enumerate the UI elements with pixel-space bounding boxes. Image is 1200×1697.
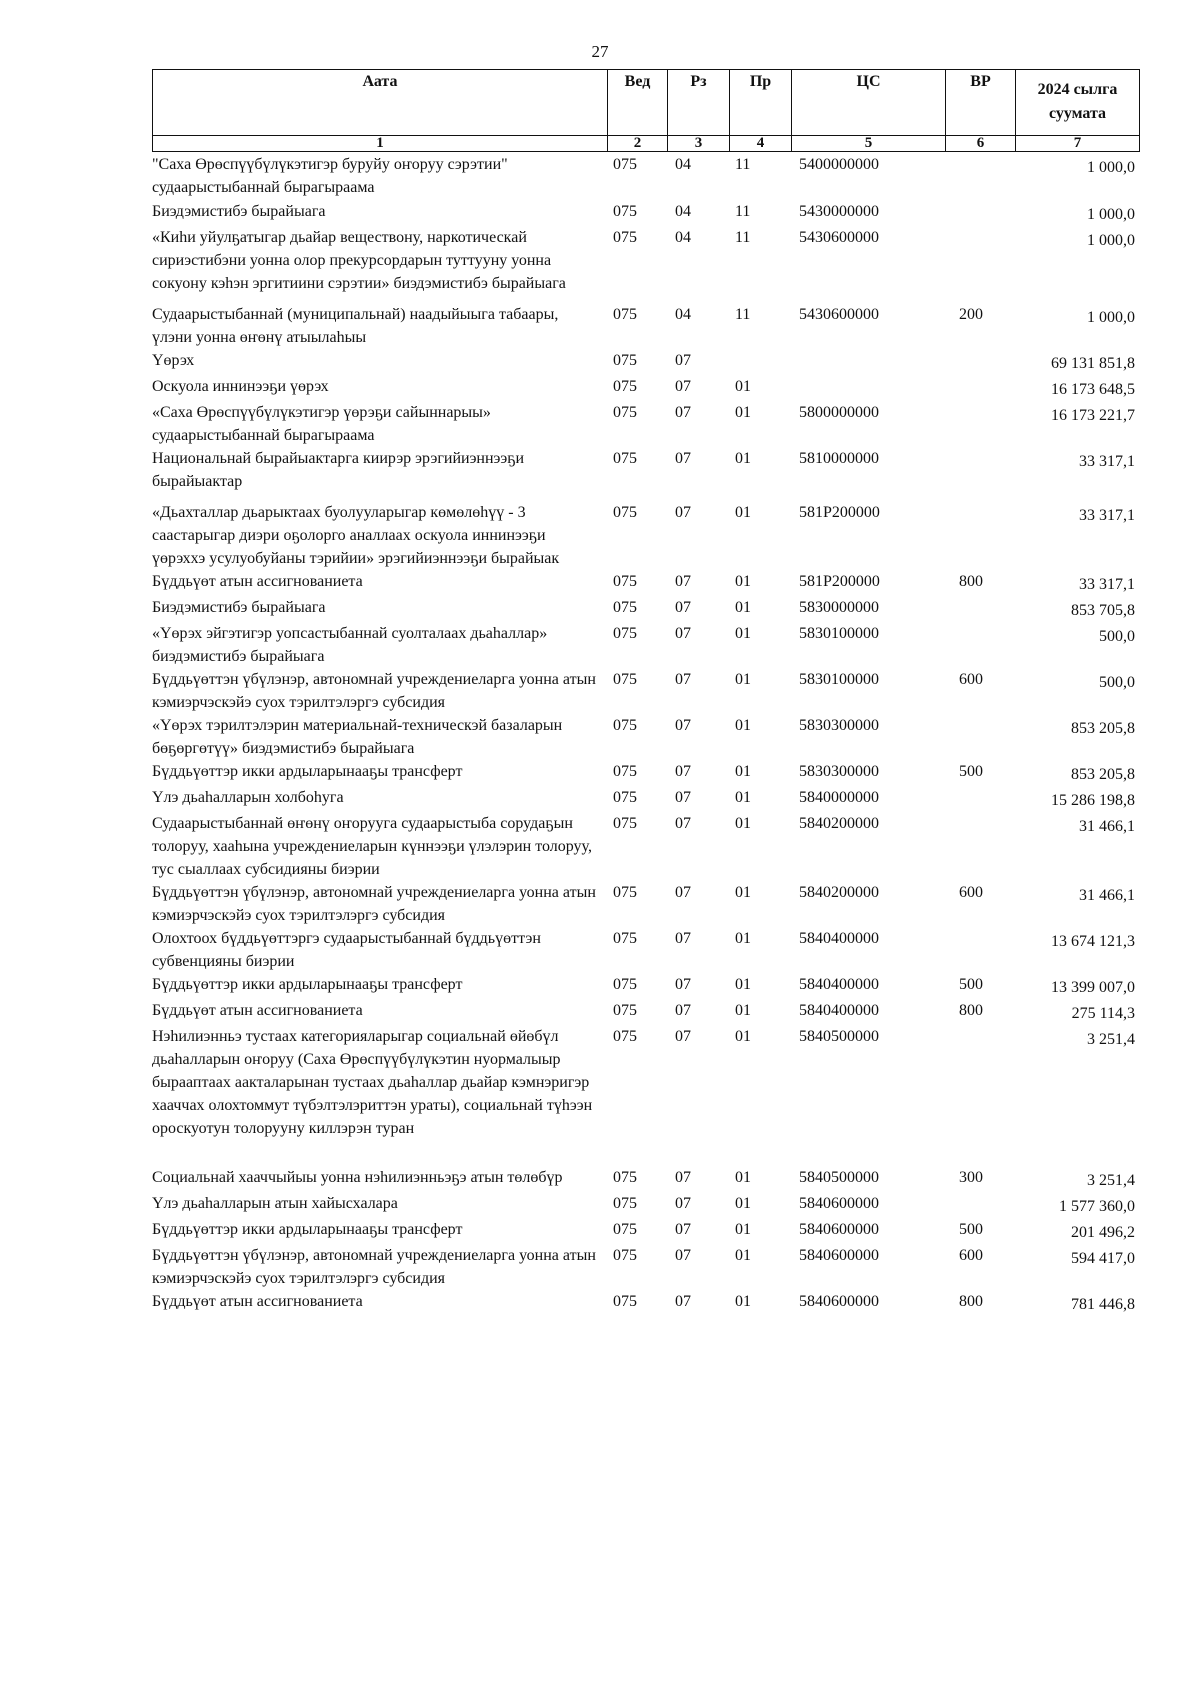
header-rz: Рз (668, 70, 730, 136)
row-cs: 5840400000 (799, 930, 879, 947)
row-name: Үлэ дьаһалларын холбоһуга (152, 789, 344, 806)
row-pr: 01 (735, 1221, 751, 1238)
row-vr: 200 (959, 306, 983, 323)
table-row (152, 349, 1139, 375)
row-name: «Дьахталлар дьарыктаах буолууларыгар көмөлөһүү - 3 саастарыгар диэри оҕолорго аналлаах оскуола иннинээҕи үөрэххэ усулуобуйаны тэрийии» эрэгийиэннээҕи бырайыак (152, 504, 560, 567)
row-sum: 1 000,0 (1087, 309, 1135, 326)
row-pr: 01 (735, 625, 751, 642)
row-rz: 07 (675, 1028, 691, 1045)
table-row (152, 1025, 1139, 1140)
row-cs: 5840500000 (799, 1028, 879, 1045)
row-name: Бүддьүөттэр икки ардыларынааҕы трансферт (152, 976, 463, 993)
row-pr: 01 (735, 1028, 751, 1045)
row-cs: 5840600000 (799, 1247, 879, 1264)
row-rz: 07 (675, 1195, 691, 1212)
header-sum: 2024 сылга суумата (1016, 70, 1140, 136)
row-vr (945, 927, 1015, 973)
row-ved: 075 (613, 404, 637, 421)
row-rz: 07 (675, 404, 691, 421)
row-vr (945, 200, 1015, 226)
table-header (152, 69, 1140, 152)
header-vr: ВР (946, 70, 1016, 136)
table-row (152, 927, 1139, 973)
row-rz: 07 (675, 504, 691, 521)
row-pr: 11 (735, 156, 751, 173)
row-name: «Үөрэх тэрилтэлэрин материальнай-техническэй базаларын бөҕөргөтүү» биэдэмистибэ бырайыага (152, 717, 563, 757)
row-name: Оскуола иннинээҕи үөрэх (152, 378, 329, 395)
row-rz: 07 (675, 930, 691, 947)
row-vr (945, 1025, 1015, 1140)
row-cs: 5840600000 (799, 1195, 879, 1212)
row-cs: 581P200000 (799, 573, 880, 590)
row-rz: 04 (675, 229, 691, 246)
row-name: Бүддьүөттэр икки ардыларынааҕы трансферт (152, 1221, 463, 1238)
row-ved: 075 (613, 789, 637, 806)
row-pr: 11 (735, 229, 751, 246)
row-ved: 075 (613, 1195, 637, 1212)
row-pr: 01 (735, 1195, 751, 1212)
row-name: Олохтоох бүддьүөттэргэ судаарыстыбаннай бүддьүөттэн субвенцияны биэрии (152, 930, 541, 970)
table-row (152, 1218, 1139, 1244)
row-vr (945, 375, 1015, 401)
row-sum: 31 466,1 (1079, 818, 1135, 835)
row-sum: 69 131 851,8 (1051, 355, 1135, 372)
row-sum: 201 496,2 (1071, 1224, 1135, 1241)
table-row (152, 786, 1139, 812)
row-vr (945, 226, 1015, 295)
row-name: Судаарыстыбаннай өҥөнү оҥорууга судаарыстыба сорудаҕын толоруу, хааһына учреждениеларын күннээҕи үлэлэрин толоруу, тус сыаллаах субсидияны биэрии (152, 815, 592, 878)
header-number: 7 (1016, 136, 1140, 152)
row-ved: 075 (613, 625, 637, 642)
row-rz: 07 (675, 352, 691, 369)
table-row (152, 1244, 1139, 1290)
table-row (152, 303, 1139, 349)
row-sum: 1 000,0 (1087, 206, 1135, 223)
row-name: «Саха Өрөспүүбүлүкэтигэр үөрэҕи сайыннарыы» судаарыстыбаннай бырагыраама (152, 404, 491, 444)
table-body (152, 153, 1139, 1316)
header-pr: Пр (730, 70, 792, 136)
row-ved: 075 (613, 352, 637, 369)
row-pr: 01 (735, 573, 751, 590)
table-row (152, 1290, 1139, 1316)
row-rz: 07 (675, 599, 691, 616)
header-number: 5 (792, 136, 946, 152)
row-rz: 07 (675, 1169, 691, 1186)
row-vr (945, 622, 1015, 668)
row-vr: 800 (959, 1293, 983, 1310)
row-pr (729, 349, 791, 375)
row-name: Бүддьүөт атын ассигнованиета (152, 1002, 363, 1019)
row-pr: 01 (735, 1169, 751, 1186)
row-vr: 600 (959, 884, 983, 901)
row-sum: 13 399 007,0 (1051, 979, 1135, 996)
row-name: "Саха Өрөспүүбүлүкэтигэр буруйу оҥоруу сэрэтии" судаарыстыбаннай бырагыраама (152, 156, 508, 196)
header-ved: Вед (608, 70, 668, 136)
row-ved: 075 (613, 1293, 637, 1310)
row-name: Бүддьүөттэн үбүлэнэр, автономнай учреждениеларга уонна атын кэмиэрчэскэйэ суох тэрилтэлэргэ субсидия (152, 671, 596, 711)
row-vr (945, 786, 1015, 812)
row-cs (791, 349, 945, 375)
table-row (152, 973, 1139, 999)
row-vr (945, 501, 1015, 570)
row-sum: 15 286 198,8 (1051, 792, 1135, 809)
row-rz: 07 (675, 1293, 691, 1310)
row-rz: 07 (675, 378, 691, 395)
table-row (152, 401, 1139, 447)
row-pr: 01 (735, 504, 751, 521)
row-sum: 33 317,1 (1079, 576, 1135, 593)
row-vr: 600 (959, 1247, 983, 1264)
row-cs: 5830300000 (799, 717, 879, 734)
row-ved: 075 (613, 229, 637, 246)
row-pr: 01 (735, 1002, 751, 1019)
row-name: «Киһи уйулҕатыгар дьайар веществону, наркотическай сириэстибэни уонна олор прекурсордарын туттууну уонна сокуону кэһэн эргитиини сэрэтии» биэдэмистибэ бырайыага (152, 229, 566, 292)
row-rz: 07 (675, 1247, 691, 1264)
row-vr (945, 153, 1015, 199)
row-ved: 075 (613, 1028, 637, 1045)
row-rz: 07 (675, 450, 691, 467)
row-cs: 5840600000 (799, 1221, 879, 1238)
row-name: Үлэ дьаһалларын атын хайысхалара (152, 1195, 398, 1212)
row-name: Биэдэмистибэ бырайыага (152, 599, 326, 616)
row-pr: 01 (735, 976, 751, 993)
row-cs: 5430000000 (799, 203, 879, 220)
row-ved: 075 (613, 599, 637, 616)
row-vr (945, 812, 1015, 881)
row-cs: 5840500000 (799, 1169, 879, 1186)
row-cs: 5800000000 (799, 404, 879, 421)
table-row (152, 622, 1139, 668)
row-ved: 075 (613, 1169, 637, 1186)
table-row (152, 501, 1139, 570)
row-sum: 33 317,1 (1079, 507, 1135, 524)
row-name: Бүддьүөттэн үбүлэнэр, автономнай учреждениеларга уонна атын кэмиэрчэскэйэ суох тэрилтэлэргэ субсидия (152, 1247, 596, 1287)
row-pr: 01 (735, 378, 751, 395)
row-ved: 075 (613, 763, 637, 780)
row-rz: 07 (675, 976, 691, 993)
page-number: 27 (591, 42, 609, 61)
table-row (152, 375, 1139, 401)
row-vr: 600 (959, 671, 983, 688)
table-row (152, 570, 1139, 596)
row-ved: 075 (613, 1247, 637, 1264)
row-ved: 075 (613, 930, 637, 947)
row-rz: 04 (675, 203, 691, 220)
row-pr: 01 (735, 450, 751, 467)
table-row (152, 1192, 1139, 1218)
row-vr (945, 714, 1015, 760)
row-vr: 500 (959, 976, 983, 993)
row-sum: 781 446,8 (1071, 1296, 1135, 1313)
row-rz: 07 (675, 884, 691, 901)
row-vr (945, 596, 1015, 622)
row-sum: 31 466,1 (1079, 887, 1135, 904)
header-cs: ЦС (792, 70, 946, 136)
row-sum: 3 251,4 (1087, 1031, 1135, 1048)
header-number: 3 (668, 136, 730, 152)
row-ved: 075 (613, 203, 637, 220)
row-pr: 01 (735, 404, 751, 421)
row-rz: 07 (675, 671, 691, 688)
row-cs: 5400000000 (799, 156, 879, 173)
table-row (152, 760, 1139, 786)
row-vr: 500 (959, 1221, 983, 1238)
row-ved: 075 (613, 815, 637, 832)
row-sum: 500,0 (1099, 628, 1135, 645)
row-cs: 5840200000 (799, 884, 879, 901)
row-vr (945, 401, 1015, 447)
row-sum: 33 317,1 (1079, 453, 1135, 470)
row-name: Бүддьүөт атын ассигнованиета (152, 1293, 363, 1310)
row-name: Бүддьүөттэр икки ардыларынааҕы трансферт (152, 763, 463, 780)
row-cs: 5830100000 (799, 625, 879, 642)
row-pr: 11 (735, 203, 751, 220)
row-pr: 01 (735, 671, 751, 688)
row-sum: 16 173 221,7 (1051, 407, 1135, 424)
row-sum: 500,0 (1099, 674, 1135, 691)
row-vr: 500 (959, 763, 983, 780)
row-name: Бүддьүөттэн үбүлэнэр, автономнай учреждениеларга уонна атын кэмиэрчэскэйэ суох тэрилтэлэргэ субсидия (152, 884, 596, 924)
row-vr (945, 1192, 1015, 1218)
row-name: Судаарыстыбаннай (муниципальнай) наадыйыыга табаары, үлэни уонна өҥөнү атыылаһыы (152, 306, 559, 346)
row-ved: 075 (613, 450, 637, 467)
row-name: Бүддьүөт атын ассигнованиета (152, 573, 363, 590)
row-vr: 800 (959, 1002, 983, 1019)
table-row (152, 1166, 1139, 1192)
header-number: 1 (153, 136, 608, 152)
row-pr: 01 (735, 815, 751, 832)
row-rz: 07 (675, 1002, 691, 1019)
table-row (152, 812, 1139, 881)
header-number: 2 (608, 136, 668, 152)
row-sum: 1 577 360,0 (1059, 1198, 1135, 1215)
table-row (152, 447, 1139, 493)
row-cs: 5840400000 (799, 1002, 879, 1019)
row-cs (791, 375, 945, 401)
row-name: Национальнай бырайыактарга киирэр эрэгийиэннээҕи бырайыактар (152, 450, 525, 490)
row-cs: 5830300000 (799, 763, 879, 780)
row-rz: 07 (675, 815, 691, 832)
row-ved: 075 (613, 573, 637, 590)
row-sum: 853 205,8 (1071, 720, 1135, 737)
row-rz: 07 (675, 1221, 691, 1238)
table-row (152, 200, 1139, 226)
table-row (152, 881, 1139, 927)
row-ved: 075 (613, 884, 637, 901)
row-rz: 07 (675, 789, 691, 806)
row-ved: 075 (613, 1221, 637, 1238)
row-pr: 01 (735, 930, 751, 947)
row-pr: 01 (735, 884, 751, 901)
row-ved: 075 (613, 976, 637, 993)
row-sum: 853 705,8 (1071, 602, 1135, 619)
row-cs: 5840000000 (799, 789, 879, 806)
row-pr: 01 (735, 1247, 751, 1264)
row-vr (945, 447, 1015, 493)
row-ved: 075 (613, 156, 637, 173)
row-sum: 594 417,0 (1071, 1250, 1135, 1267)
header-number: 4 (730, 136, 792, 152)
row-sum: 275 114,3 (1071, 1005, 1135, 1022)
row-ved: 075 (613, 671, 637, 688)
row-cs: 5830000000 (799, 599, 879, 616)
row-cs: 5840200000 (799, 815, 879, 832)
row-sum: 1 000,0 (1087, 232, 1135, 249)
table-row (152, 999, 1139, 1025)
row-sum: 3 251,4 (1087, 1172, 1135, 1189)
row-sum: 16 173 648,5 (1051, 381, 1135, 398)
row-pr: 01 (735, 789, 751, 806)
row-sum: 853 205,8 (1071, 766, 1135, 783)
row-sum: 13 674 121,3 (1051, 933, 1135, 950)
row-ved: 075 (613, 1002, 637, 1019)
row-cs: 5810000000 (799, 450, 879, 467)
table-row (152, 596, 1139, 622)
row-name: «Үөрэх эйгэтигэр уопсастыбаннай суолталаах дьаһаллар» биэдэмистибэ бырайыага (152, 625, 548, 665)
row-pr: 01 (735, 717, 751, 734)
row-pr: 01 (735, 1293, 751, 1310)
row-name: Нэһилиэнньэ тустаах категорияларыгар социальнай өйөбүл дьаһалларын оҥоруу (Саха Өрөспүүбүлүкэтин нуормалыыр бырааптаах аакталарынан тустаах дьаһаллар дьайар кэмнэригэр хааччах олохтоммут түбэлтэлэриттэн ураты), социальнай түһээн ороскуотун толорууну киллэрэн туран (152, 1028, 593, 1137)
table-row (152, 668, 1139, 714)
row-rz: 07 (675, 717, 691, 734)
row-cs: 5830100000 (799, 671, 879, 688)
row-cs: 5430600000 (799, 229, 879, 246)
row-name: Социальнай хааччыйыы уонна нэһилиэнньэҕэ атын төлөбүр (152, 1169, 563, 1186)
row-name: Үөрэх (152, 352, 195, 369)
table-row (152, 714, 1139, 760)
row-ved: 075 (613, 504, 637, 521)
row-pr: 01 (735, 763, 751, 780)
row-cs: 5840400000 (799, 976, 879, 993)
row-ved: 075 (613, 717, 637, 734)
row-cs: 5430600000 (799, 306, 879, 323)
row-ved: 075 (613, 306, 637, 323)
row-vr (945, 349, 1015, 375)
row-cs: 581P200000 (799, 504, 880, 521)
row-vr: 300 (959, 1169, 983, 1186)
header-number: 6 (946, 136, 1016, 152)
row-cs: 5840600000 (799, 1293, 879, 1310)
row-sum: 1 000,0 (1087, 159, 1135, 176)
row-rz: 07 (675, 625, 691, 642)
row-pr: 01 (735, 599, 751, 616)
row-rz: 04 (675, 156, 691, 173)
row-rz: 07 (675, 573, 691, 590)
row-pr: 11 (735, 306, 751, 323)
row-name: Биэдэмистибэ бырайыага (152, 203, 326, 220)
row-vr: 800 (959, 573, 983, 590)
row-ved: 075 (613, 378, 637, 395)
row-rz: 07 (675, 763, 691, 780)
table-row (152, 226, 1139, 295)
row-rz: 04 (675, 306, 691, 323)
header-name: Аата (153, 70, 608, 136)
table-row (152, 153, 1139, 199)
